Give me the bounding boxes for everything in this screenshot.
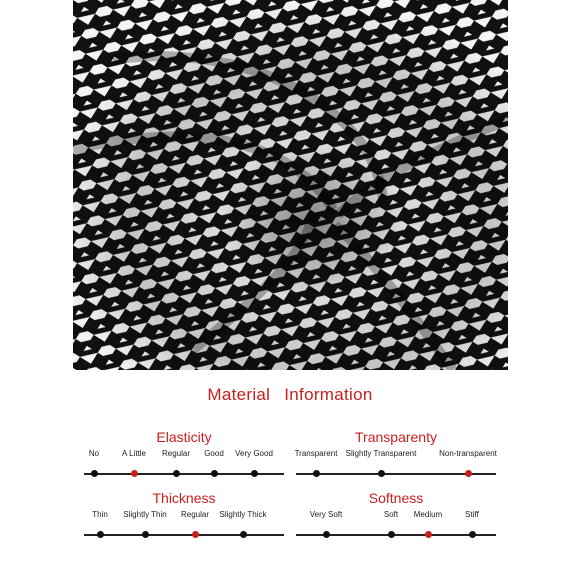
softness-scale bbox=[296, 490, 496, 550]
selected-option-dot bbox=[192, 531, 199, 538]
option-dot bbox=[251, 470, 258, 477]
scale-track bbox=[296, 449, 496, 489]
option-label: Stiff bbox=[465, 510, 479, 519]
selected-option-dot bbox=[425, 531, 432, 538]
scale-track bbox=[84, 449, 284, 489]
option-label: Slightly Thin bbox=[123, 510, 167, 519]
option-label: Very Soft bbox=[309, 510, 343, 519]
scale-title: Transparenty bbox=[355, 429, 437, 445]
option-label: Thin bbox=[92, 510, 108, 519]
option-label: Regular bbox=[180, 510, 209, 519]
fabric-photo bbox=[73, 0, 508, 370]
option-dot bbox=[469, 531, 476, 538]
section-title bbox=[0, 385, 580, 405]
option-dot bbox=[388, 531, 395, 538]
scale-title: Softness bbox=[368, 490, 424, 506]
option-label: No bbox=[88, 449, 100, 458]
option-label: Medium bbox=[413, 510, 443, 519]
option-dot bbox=[211, 470, 218, 477]
option-label: Soft bbox=[383, 510, 399, 519]
selected-option-dot bbox=[465, 470, 472, 477]
option-dot bbox=[313, 470, 320, 477]
option-label: Regular bbox=[161, 449, 190, 458]
thickness-scale bbox=[84, 490, 284, 550]
option-label: Non-transparent bbox=[439, 449, 497, 458]
option-label: Slightly Thick bbox=[219, 510, 267, 519]
elasticity-scale bbox=[84, 429, 284, 489]
option-dot bbox=[323, 531, 330, 538]
scale-line bbox=[84, 534, 284, 536]
option-label: A Little bbox=[121, 449, 146, 458]
option-dot bbox=[173, 470, 180, 477]
title-part1: Material bbox=[207, 385, 271, 404]
option-dot bbox=[97, 531, 104, 538]
scale-title: Thickness bbox=[152, 490, 216, 506]
selected-option-dot bbox=[131, 470, 138, 477]
scale-title: Elasticity bbox=[156, 429, 212, 445]
option-label: Transparent bbox=[294, 449, 338, 458]
option-dot bbox=[240, 531, 247, 538]
option-label: Good bbox=[204, 449, 224, 458]
option-label: Slightly Transparent bbox=[345, 449, 417, 458]
transparency-scale bbox=[296, 429, 496, 489]
scale-track bbox=[84, 510, 284, 550]
title-part2: Information bbox=[284, 385, 373, 404]
option-dot bbox=[142, 531, 149, 538]
option-dot bbox=[378, 470, 385, 477]
scale-track bbox=[296, 510, 496, 550]
option-dot bbox=[91, 470, 98, 477]
option-label: Very Good bbox=[235, 449, 273, 458]
